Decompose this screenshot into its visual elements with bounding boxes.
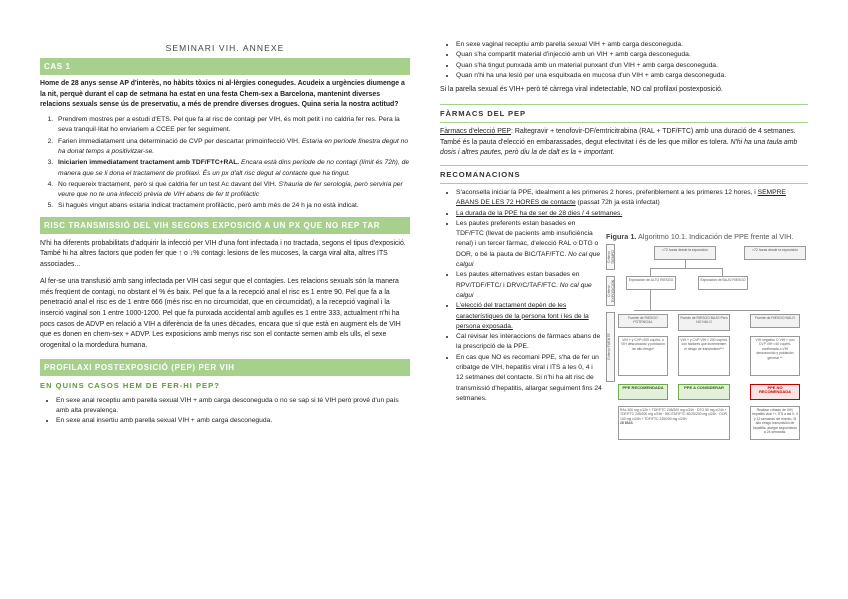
recom-heading: RECOMANACIONS	[440, 165, 808, 184]
ppe-heading: PROFILAXI POSTEXPOSICIÓ (PEP) PER VIH	[40, 359, 410, 376]
option-2: 2. Farien immediatament una determinació de CVP per descartar primoinfecció VIH. Estaria en període finestra degut no ha donat temps a positivitzar-se.	[55, 137, 410, 158]
box-criterio-3: VIH negativo O VIH + con CVP VIH <40 cop/mL confirmada o VIH desconocido y población general **	[750, 336, 800, 376]
recom-item-3: • Les pautes preferents estan basades en TDF/FTC (llevat de pacients amb insuficiència renal) i un tercer fàrmac, d'elecció RAL o DTG o DOR, o bé la pauta de BIC/TAF/FTC. No cal que calgui	[456, 219, 602, 270]
recom-item-4: • Les pautes alternatives estan basades en RPV/TDF/FTC/ i DRV/C/TAF/FTC. No cal que calgui	[456, 270, 602, 301]
cas1-intro: Home de 28 anys sense AP d'interès, no hàbits tòxics ni al·lèrgies conegudes. Acudeix a urgències diumenge a la nit, perquè durant el cap de setmana ha estat en una festa Chem-sex a Barcelona, mantenint diverses relacions sexuals sense ús de preservatiu, a més de prendre diverses drogues. Quina seria la nostra actitud?	[40, 80, 405, 109]
box-ppe-no-recomendada: PPE NO RECOMENDADA	[750, 384, 800, 400]
risc-heading: RISC TRANSMISSIÓ DEL VIH SEGONS EXPOSICIÓ A UN PX QUE NO REP TAR	[40, 217, 410, 234]
option-5: 5. Si haguès vingut abans estaria indicat tractament profilàctic, però amb més de 24 h ja no està indicat.	[55, 201, 410, 211]
recom-item-7: • En cas que NO es recomani PPE, s'ha de fer un cribatge de VIH, hepatitis viral i ITS a les 0, 4 i 12 setmanes del contacte. Si n'hi ha alt risc de transmissió d'hepatitis, allargar seguiment fins 24 setmanes.	[456, 353, 602, 404]
box-criterio-2: VIH + y CVP VIH < 200 cop/mL con factores que incrementen el riesgo de transmisión***	[678, 336, 730, 376]
line-3	[650, 268, 651, 276]
risc-paragraph-1: N'hi ha diferents probabilitats d'adquirir la infecció per VIH d'una font infectada i no tractada, segons el tipus d'exposició. També hi ha altres factors que poden fer que ↑ o ↓% contagi: lesions de les mucoses, la carga viral alta, altres ITS associades...	[40, 239, 406, 269]
recom-item-2: • La durada de la PPE ha de ser de 28 dies / 4 setmanes.	[456, 209, 808, 219]
option-3: 3. Iniciarien immediatament tractament amb TDF/FTC+RAL. Encara està dins període de no contagi (límit és 72h), de manera que se li dona el tractament de profilaxi. És un px d'alt risc degut al contacte que ha tingut.	[55, 158, 410, 179]
box-criterio-1: VIH + y CVP>200 cop/mL o VIH desconocido y población de alto riesgo*	[618, 336, 668, 376]
recom-section	[440, 188, 808, 435]
ppe-case-5: • Quan s'ha tingut punxada amb un material punxant d'un VIH + amb carga desconeguda.	[456, 61, 808, 71]
line-6	[634, 310, 780, 311]
recom-left-text	[440, 219, 602, 404]
recom-item-5: • L'elecció del tractament depèn de les característiques de la persona font i les de la persona exposada.	[456, 301, 602, 332]
recom-bullets	[440, 219, 602, 404]
figure-title: Figura 1. Algoritmo 10.1. Indicación de PPE frente al VIH.	[606, 232, 794, 241]
ppe-subheading: EN QUINS CASOS HEM DE FER-HI PEP?	[40, 380, 220, 390]
recom-item-1: • S'aconsella iniciar la PPE, idealment a les primeres 2 hores, preferiblement a les primeres 12 hores, i SEMPRE ABANS DE LES 72 HORES de contacte (passat 72h ja està infectat)	[456, 188, 808, 209]
risc-paragraph-2: Al fer-se una transfusió amb sang infectada per VIH casi segur que el contagies. Les relacions sexuals són la manera més freqüent de contagi, no obstant el % és baix. Pel que fa a la recepció anal el risc es 1 entre 90. Pel que fa a la penetració anal el risc es de 1 entre 666 (més risc en no circumcidat, que en circumcidat), a la recepció vaginal i la inserció vaginal son 1 entre 1000-1200. Pel que fa punxada accidental amb agulles es 1 entre 333, actualment n'hi ha pocs casos de ADVP en relació a VIH a diferència de fa unes dècades, encara que sí que està en augment els de VIH que es donen en chem-sex + ADVP. Les exposicions amb menys risc son el contacte semen amb els ulls, el sexe orogenital o la mordedura humana.	[40, 277, 401, 350]
side-label-exposicion: Criterio EXPOSICIÓN	[606, 276, 615, 306]
ppe-algorithm-figure	[604, 232, 808, 446]
box-bajo-riesgo: Exposición de BAJO RIESGO	[698, 276, 748, 290]
line-4	[722, 268, 723, 276]
box-lt72: <72 horas desde la exposición	[654, 246, 716, 260]
box-gt72: >72 horas desde la exposición	[744, 246, 806, 260]
box-alto-riesgo: Exposición de ALTO RIESGO	[626, 276, 676, 290]
ppe-case-2: • En sexe anal insertiu amb parella sexual VIH + amb carga desconeguda.	[56, 416, 410, 426]
line-2	[650, 268, 722, 269]
option-1: 1. Prendrem mostres per a estudi d'ETS. Pel que fa al risc de contagi per VIH, és molt petit i no caldria fer res. Pera la seva tranquil·litat ho enviariem a CCEE per fer seguiment.	[55, 115, 410, 136]
box-fuente-potencial: Fuente de RIESGO POTENCIAL	[618, 314, 668, 328]
box-ppe-recomendada: PPE RECOMENDADA	[618, 384, 668, 400]
box-fuente-bajo: Fuente de RIESGO BAJO Pero NO NULO	[678, 314, 730, 331]
farmacs-text: Fàrmacs d'elecció PEP: Raltegravir + tenofovir-DF/emtricitrabina (RAL + TDF/FTC) amb una duració de 4 setmanes. També és la pauta d'elecció en embarassades, degut efectivitat i és de les que millor es tolera. N'hi ha una taula amb dosis i altres pautes, però diu la de dalt es la + important.	[440, 127, 798, 157]
cas1-heading: CAS 1	[40, 58, 410, 75]
right-column	[440, 0, 808, 435]
cas1-options	[40, 115, 410, 212]
document-title: SEMINARI VIH. ANNEXE	[165, 43, 285, 53]
farmacs-heading: FÀRMACS DEL PEP	[440, 104, 808, 123]
option-4: 4. No requereix tractament, però si que caldria fer un test Ac davant del VIH. S'hauria de fer serologia, però serviria per veure que no te una infecció prèvia de VIH abans de fer tt profilàctic	[55, 180, 410, 201]
line-5	[650, 290, 651, 310]
ppe-case-4: • Quan s'ha compartit material d'injecció amb un VIH + amb carga desconeguda.	[456, 50, 808, 60]
ppe-note: Si la parella sexual és VIH+ però té càrrega viral indetectable, NO cal profilaxi postexposició.	[440, 86, 723, 94]
ppe-case-1: • En sexe anal receptiu amb parella sexual VIH + amb carga desconeguda o no se sap si té VIH però prové d'un país amb alta prevalença.	[56, 396, 410, 417]
ppe-case-3: • En sexe vaginal receptiu amb parella sexual VIH + amb carga desconeguda.	[456, 40, 808, 50]
recom-item-6: • Cal revisar les interaccions de fàrmacs abans de la prescripció de la PPE.	[456, 332, 602, 353]
box-fuente-nulo: Fuente de RIESGO NULO	[750, 314, 800, 328]
ppe-case-6: • Quan n'hi ha una lesió per una esquitxada en mucosa d'un VIH + amb carga desconeguda.	[456, 71, 808, 81]
box-regimen: RAL 400 mg c/12h + TDF/FTC 245/200 mg c/24h · DTG 50 mg c/24h + TDF/FTC 245/200 mg c/24h · BIC/TAF/FTC 50/25/200 mg c/24h · DOR 100 mg c/24h + TDF/FTC 245/200 mg c/24h 28 DÍAS	[618, 406, 730, 440]
side-label-fuente: Criterio FUENTE	[606, 312, 615, 382]
recom-bullets-top	[440, 188, 808, 219]
ppe-cases-right	[440, 40, 808, 81]
ppe-cases-left	[40, 396, 410, 427]
line-1	[685, 260, 686, 268]
side-label-tiempo: Criterio TIEMPO	[606, 244, 615, 270]
left-column	[40, 0, 410, 427]
box-ppe-considerar: PPE A CONSIDERAR	[678, 384, 730, 400]
box-seguimiento: Realizar cribado de VIH, hepatitis viral +/- ITS a las 0, 4 y 12 semanas del evento. Si alto riesgo transmisión de hepatitis, alargar seguimiento a 24 semanas.	[750, 406, 800, 440]
